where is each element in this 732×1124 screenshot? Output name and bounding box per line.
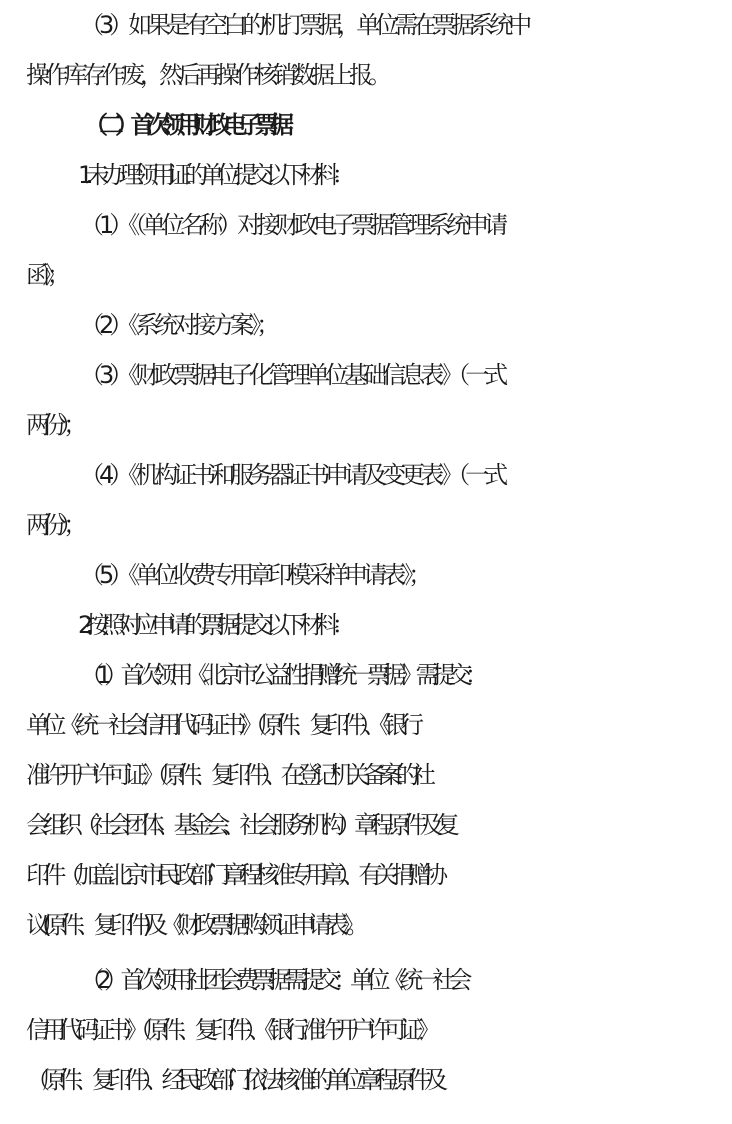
text-line: （1）首次领用《北京市公益性捐赠统一票据》需提交：: [80, 661, 482, 689]
text-line: （2）首次领用社团会费票据需提交：单位《统一社会: [80, 966, 465, 994]
text-line: （5）《单位收费专用章印模采样申请表》；: [80, 561, 428, 589]
text-line: （3）如果是有空白的机打票据，单位需在票据系统中: [80, 11, 528, 39]
text-line: （4）《机构证书和服务器证书申请及变更表》（一式: [80, 461, 504, 489]
text-line: 印件（加盖北京市民政部门章程核准专用章）、有关捐赠协: [26, 861, 441, 889]
text-line: （2）《系统对接方案》；: [80, 311, 276, 339]
text-line: 操作库存作废，然后再操作核销数据上报。: [26, 61, 387, 89]
text-line: （1）《（单位名称）对接财政电子票据管理系统申请: [80, 211, 504, 239]
text-line: 议(原件、复印件)及《财政票据购领证申请表》。: [26, 911, 362, 939]
text-line: 2.按照对应申请的票据提交以下材料：: [78, 611, 349, 639]
text-line: 1.未办理领用证的单位提交以下材料：: [78, 161, 349, 189]
section-heading: （二）首次领用财政电子票据: [84, 111, 286, 139]
text-line: 信用代码证书》（原件、复印件）、《银行准许开户许可证》: [26, 1016, 433, 1044]
text-line: 两份）；: [26, 511, 80, 539]
text-line: （原件、复印件）、经民政部门依法核准的单位章程原件及: [26, 1066, 441, 1094]
text-line: 会组织（社会团体、基金会、社会服务机构）章程原件及复: [26, 811, 453, 839]
text-line: （3）《财政票据电子化管理单位基础信息表》（一式: [80, 361, 504, 389]
text-line: 单位《统一社会信用代码证书》（原件、复印件）、《银行: [26, 711, 417, 739]
text-line: 函》；: [26, 261, 64, 289]
text-line: 两份）；: [26, 411, 80, 439]
text-line: 准许开户许可证》（原件、复印件）、在登记机关备案的社: [26, 761, 429, 789]
